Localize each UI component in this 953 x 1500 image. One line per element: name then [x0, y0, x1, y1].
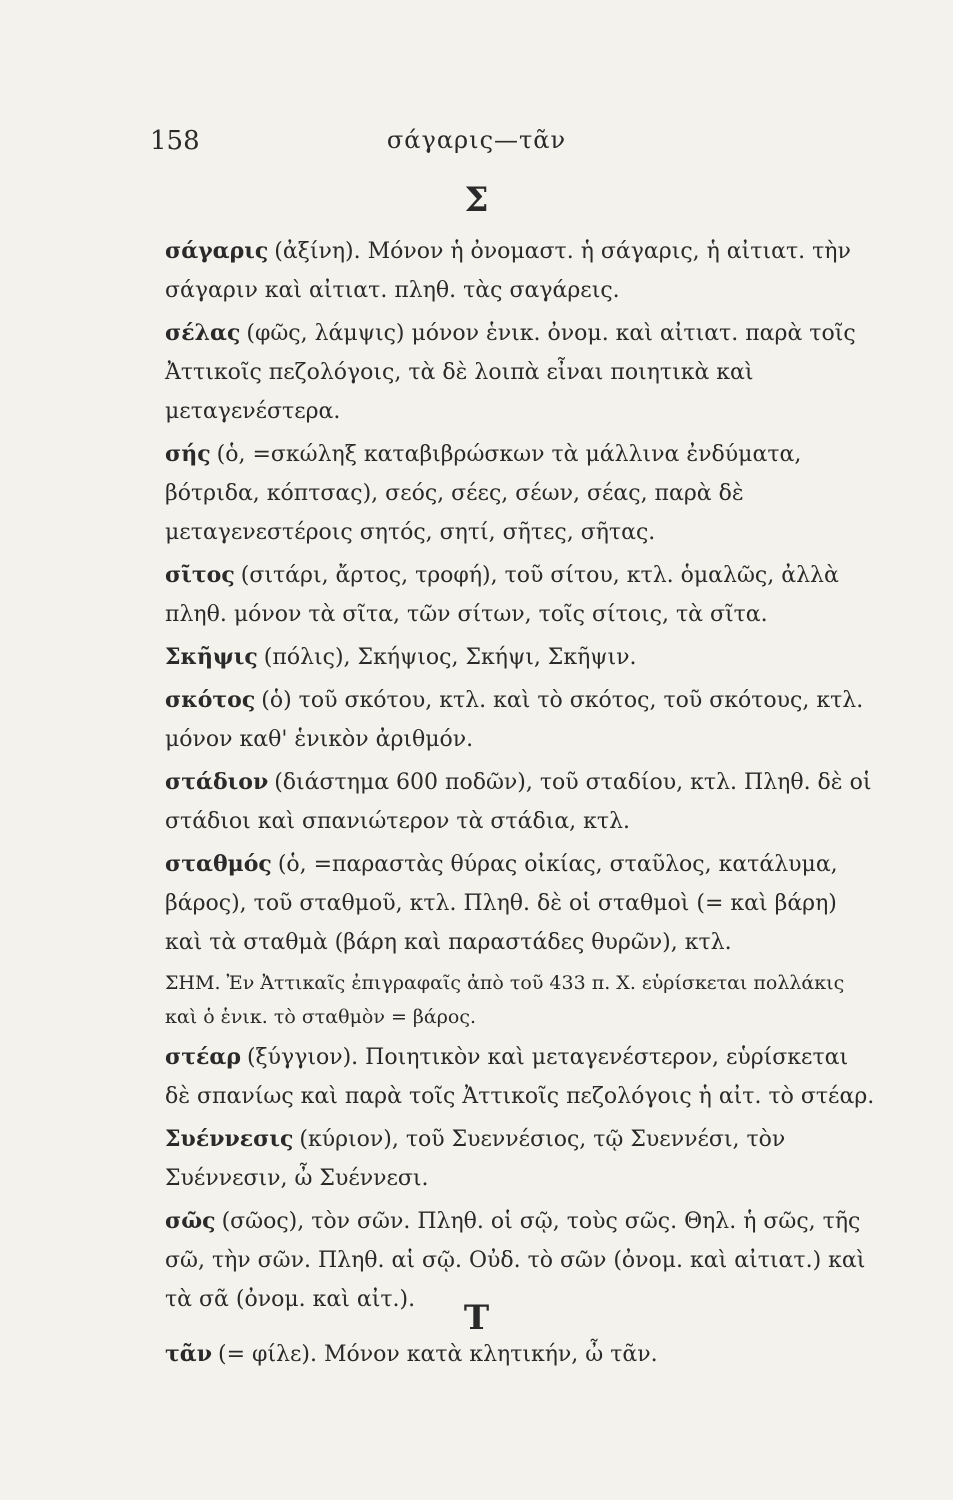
entry-headword: σκότος	[165, 687, 256, 713]
entry-text: (φῶς, λάμψις) μόνον ἑνικ. ὀνομ. καὶ αἰτιατ. παρὰ τοῖς Ἀττικοῖς πεζολόγοις, τὰ δὲ λοιπὰ εἶναι ποιητικὰ καὶ μεταγενέστερα.	[165, 321, 856, 424]
entry-text: (πόλις), Σκήψιος, Σκήψι, Σκῆψιν.	[263, 645, 637, 670]
note-label: ΣΗΜ.	[165, 972, 221, 994]
entry-headword: σῶς	[165, 1208, 216, 1234]
dictionary-note	[165, 966, 880, 1034]
entry-text: (ἀξίνη). Μόνον ἡ ὀνομαστ. ἡ σάγαρις, ἡ αἰτιατ. τὴν σάγαριν καὶ αἰτιατ. πληθ. τὰς σαγάρεις.	[165, 239, 851, 303]
dictionary-entry	[165, 435, 880, 552]
dictionary-entry	[165, 556, 880, 634]
dictionary-entry	[165, 1038, 880, 1116]
dictionary-entry	[165, 763, 880, 841]
section-letter-tau: Τ	[463, 1298, 490, 1338]
entries-tau	[165, 1335, 880, 1378]
entry-text: (κύριον), τοῦ Συεννέσιος, τῷ Συεννέσι, τὸν Συέννεσιν, ὦ Συέννεσι.	[165, 1127, 786, 1191]
entry-headword: σής	[165, 441, 211, 467]
entry-text: (= φίλε). Μόνον κατὰ κλητικήν, ὦ τᾶν.	[218, 1342, 658, 1367]
entry-headword: σταθμός	[165, 851, 272, 877]
entry-headword: τᾶν	[165, 1341, 212, 1367]
entry-headword: στάδιον	[165, 769, 269, 795]
entry-text: (σιτάρι, ἄρτος, τροφή), τοῦ σίτου, κτλ. ὁμαλῶς, ἀλλὰ πληθ. μόνον τὰ σῖτα, τῶν σίτων, τοῖς σίτοις, τὰ σῖτα.	[165, 563, 839, 627]
entry-text: (ὁ, =παραστὰς θύρας οἰκίας, σταῦλος, κατάλυμα, βάρος), τοῦ σταθμοῦ, κτλ. Πληθ. δὲ οἱ σταθμοὶ (= καὶ βάρη) καὶ τὰ σταθμὰ (βάρη καὶ παραστάδες θυρῶν), κτλ.	[165, 852, 838, 955]
page-number: 158	[150, 126, 200, 156]
entry-text: (διάστημα 600 ποδῶν), τοῦ σταδίου, κτλ. Πληθ. δὲ οἱ στάδιοι καὶ σπανιώτερον τὰ στάδια, κτλ.	[165, 770, 872, 834]
dictionary-entry	[165, 1335, 880, 1374]
dictionary-entry	[165, 1120, 880, 1198]
entry-text: (ὁ) τοῦ σκότου, κτλ. καὶ τὸ σκότος, τοῦ σκότους, κτλ. μόνον καθ' ἑνικὸν ἀριθμόν.	[165, 688, 864, 752]
entry-text: (ξύγγιον). Ποιητικὸν καὶ μεταγενέστερον, εὑρίσκεται δὲ σπανίως καὶ παρὰ τοῖς Ἀττικοῖς πεζολόγοις ἡ αἰτ. τὸ στέαρ.	[165, 1045, 875, 1109]
dictionary-entry	[165, 232, 880, 310]
entry-text: (ὁ, =σκώληξ καταβιβρώσκων τὰ μάλλινα ἐνδύματα, βότριδα, κόπτσας), σεός, σέες, σέων, σέας, παρὰ δὲ μεταγενεστέροις σητός, σητί, σῆτες, σῆτας.	[165, 442, 802, 545]
entry-headword: Συέννεσις	[165, 1126, 294, 1152]
entry-headword: σάγαρις	[165, 238, 269, 264]
entry-headword: Σκῆψις	[165, 644, 258, 670]
dictionary-entry	[165, 314, 880, 431]
entry-headword: στέαρ	[165, 1044, 241, 1070]
entry-headword: σέλας	[165, 320, 241, 346]
section-letter-sigma: Σ	[464, 180, 489, 220]
dictionary-entry	[165, 845, 880, 962]
dictionary-entry	[165, 638, 880, 677]
note-text: Ἐν Ἀττικαῖς ἐπιγραφαῖς ἀπὸ τοῦ 433 π. Χ. εὑρίσκεται πολλάκις καὶ ὁ ἑνικ. τὸ σταθμὸν = βάρος.	[165, 972, 845, 1028]
dictionary-entry	[165, 681, 880, 759]
entry-headword: σῖτος	[165, 562, 235, 588]
running-head: σάγαρις—τᾶν	[386, 126, 567, 154]
entries-sigma	[165, 232, 880, 1323]
entry-text: (σῶος), τὸν σῶν. Πληθ. οἱ σῷ, τοὺς σῶς. Θηλ. ἡ σῶς, τῆς σῶ, τὴν σῶν. Πληθ. αἱ σῷ. Οὐδ. τὸ σῶν (ὀνομ. καὶ αἰτιατ.) καὶ τὰ σᾶ (ὀνομ. καὶ αἰτ.).	[165, 1209, 866, 1312]
